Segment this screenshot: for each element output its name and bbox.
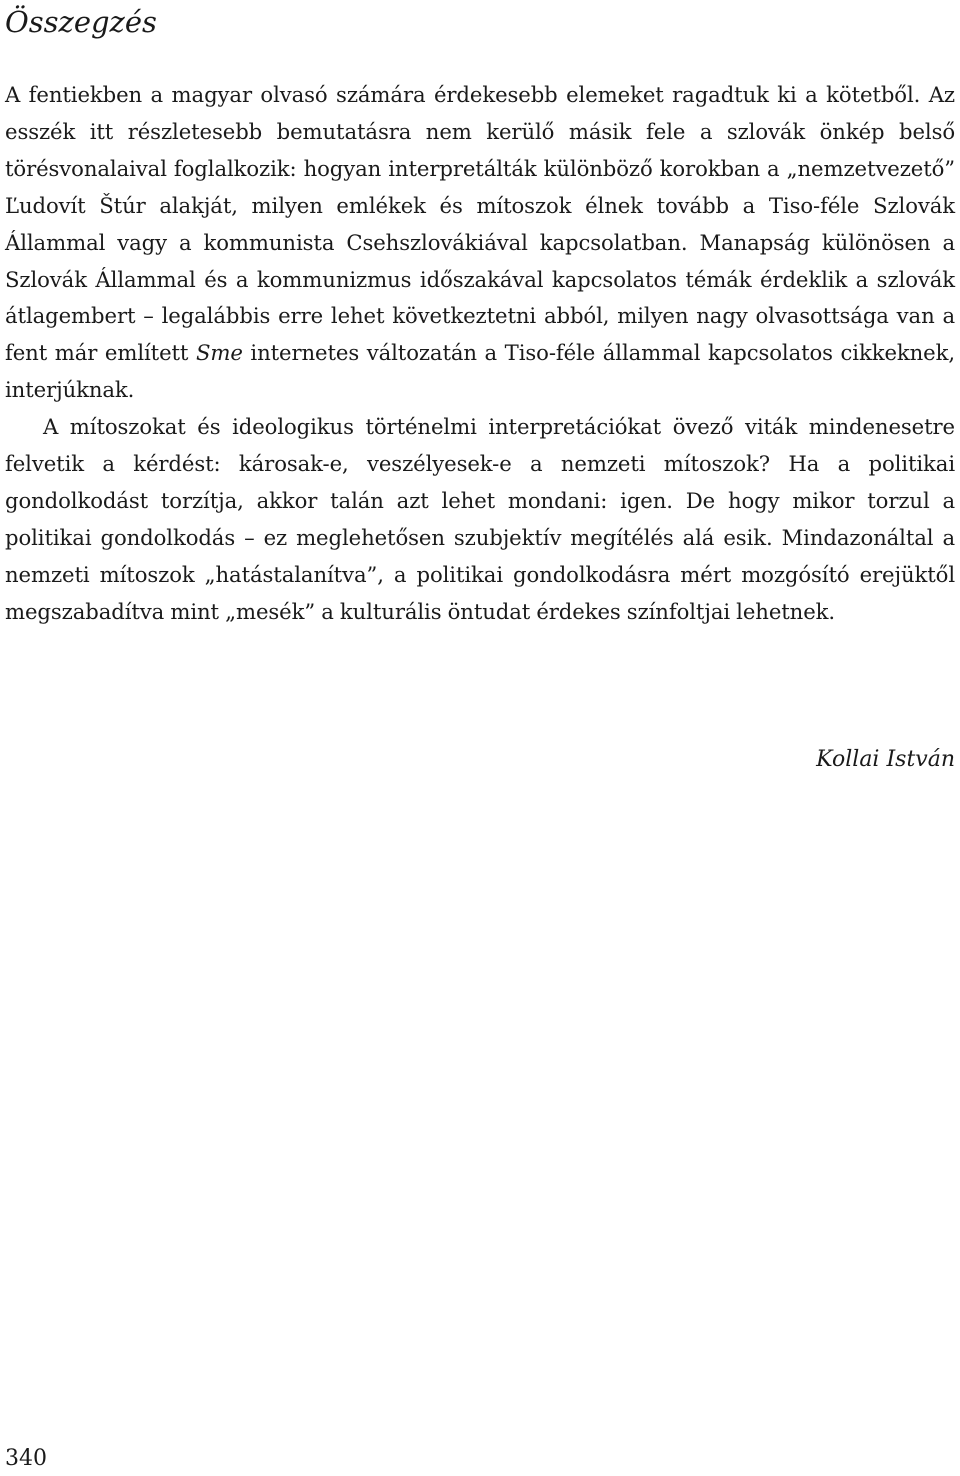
page-number: 340 [5,1446,47,1471]
paragraph-1-italic-term: Sme [195,340,243,366]
paragraph-1 [5,77,955,409]
document-page [5,0,955,1476]
body-text [5,77,955,631]
paragraph-1-text-a: A fentiekben a magyar olvasó számára érdekesebb elemeket ragadtuk ki a kötetből. Az esszék itt részletesebb bemutatásra nem kerülő másik fele a szlovák önkép belső törésvonalaival foglalkozik: hogyan interpretálták különböző korokban a „nemzetvezető” Ľudovít Štúr alakját, milyen emlékek és mítoszok élnek tovább a Tiso-féle Szlovák Állammal vagy a kommunista Csehszlovákiával kapcsolatban. Manapság különösen a Szlovák Állammal és a kommunizmus időszakával kapcsolatos témák érdeklik a szlovák átlagembert – legalábbis erre lehet következtetni abból, milyen nagy olvasottsága van a fent már említett [5,82,955,366]
paragraph-1-text-b: internetes változatán a Tiso-féle állammal kapcsolatos cikkeknek, interjúknak. [5,340,955,403]
author-signature: Kollai István [816,747,955,772]
paragraph-2: A mítoszokat és ideologikus történelmi interpretációkat övező viták mindenesetre felvetik a kérdést: károsak-e, veszélyesek-e a nemzeti mítoszok? Ha a politikai gondolkodást torzítja, akkor talán azt lehet mondani: igen. De hogy mikor torzul a politikai gondolkodás – ez meglehetősen szubjektív megítélés alá esik. Mindazonáltal a nemzeti mítoszok „hatástalanítva”, a politikai gondolkodásra mért mozgósító erejüktől megszabadítva mint „mesék” a kulturális öntudat érdekes színfoltjai lehetnek. [5,414,955,624]
section-title: Összegzés [5,5,157,39]
